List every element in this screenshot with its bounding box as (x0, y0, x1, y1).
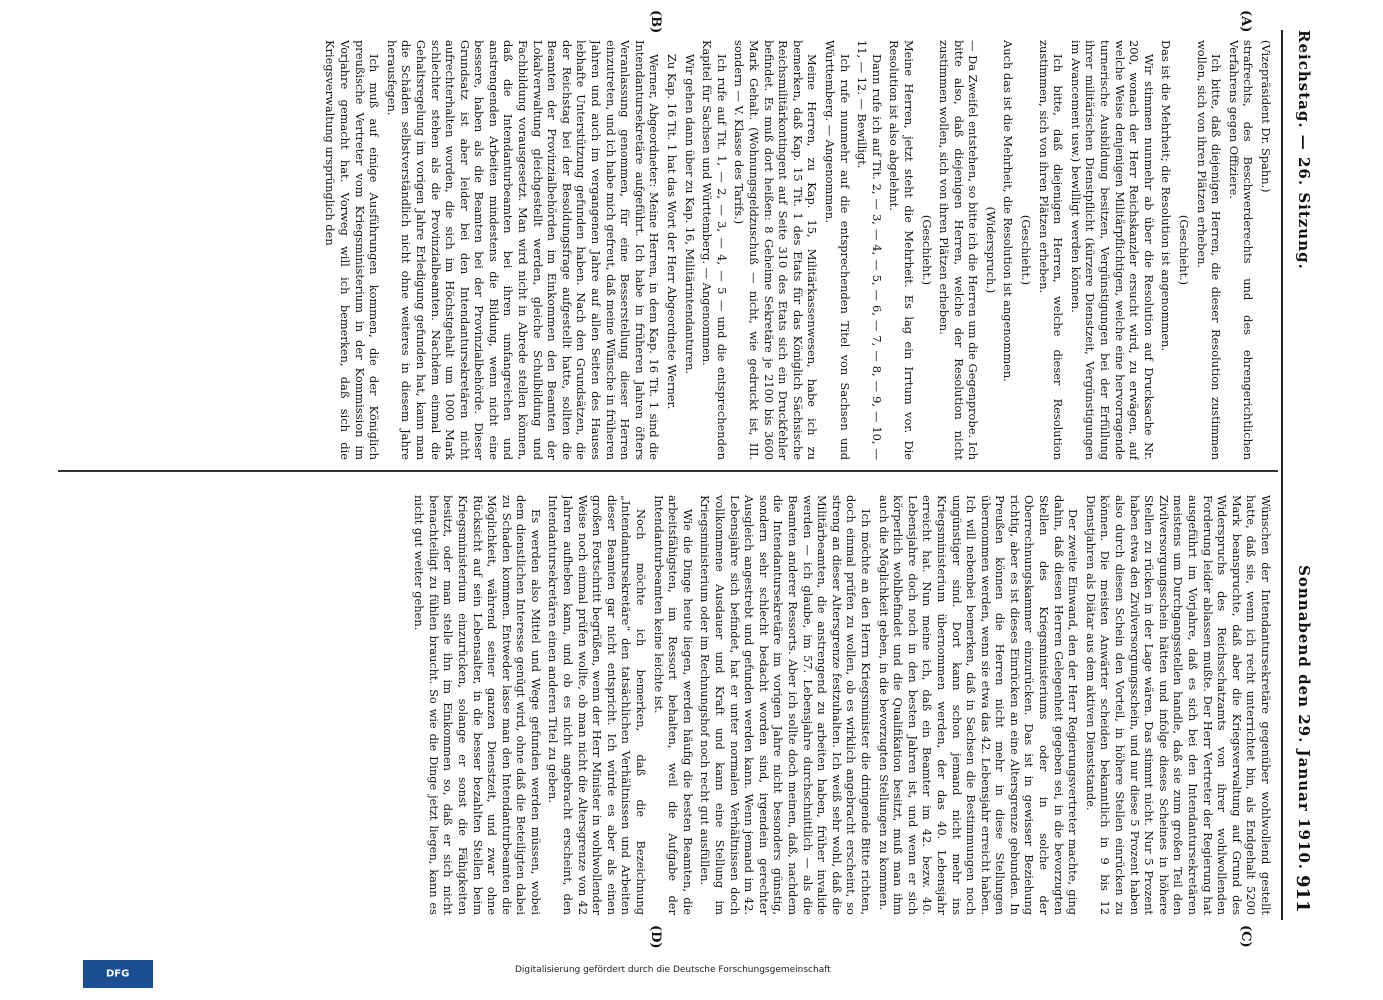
stage-direction: (Geschieht.) (919, 214, 934, 286)
paragraph: — Da Zweifel entstehen, so bitte ich die Herren um die Gegenprobe. Ich bitte also, daß diejenigen Herren, welche der Resolution nicht zustimmen wollen, sich von ihren Plätzen erheben. (937, 40, 981, 460)
paragraph: Zu Kap. 16 Tit. 1 hat das Wort der Herr Abgeordnete Werner. (665, 54, 680, 410)
stage-direction: (Widerspruch.) (983, 206, 998, 294)
paragraph: Ich bitte, daß diejenigen Herren, welche dieser Resolution zustimmen, sich von ihren Plätzen erheben. (1036, 40, 1066, 460)
page-header (1283, 30, 1323, 913)
paragraph: Ich rufe auf Tit. 1, — 2, — 3, — 4, — 5 — und die entsprechenden Kapitel für Sachsen und Württemberg. — Angenommen. (700, 40, 729, 460)
header-date: Sonnabend den 29. Januar 1910. (1295, 565, 1313, 870)
margin-marker-c: (C) (1238, 925, 1253, 948)
paragraph: Dann rufe ich auf Tit. 2, — 3, — 4, — 5, — 6, — 7, — 8, — 9, — 10, — 11, — 12. — Bewilligt. (855, 40, 884, 460)
speaker-note: (Vizepräsident Dr. Spahn.) (1259, 40, 1273, 193)
paragraph: Meine Herren, zu Kap. 15, Militärkassenwesen, habe ich zu bemerken, daß Kap. 15 Tit. 1 des Etats für das Königlich Sächsische Reichsmilitärkontingent auf Seite 310 des Etats sich ein Druckfehler befindet. Es muß dort heißen: 8 Geheime Sekretäre je 2100 bis 3600 Mark Gehalt. (Wohnungsgeldzuschuß — nicht, wie gedruckt ist, III. sondern — V. Klasse des Tarifs.) (732, 40, 820, 460)
left-column (63, 40, 1273, 460)
dfg-logo: DFG (83, 960, 153, 988)
paragraph: Der zweite Einwand, den der Herr Regierungsvertreter machte, ging dahin, daß diesen Herren Gelegenheit gegeben sei, in die bevorzugten Stellen des Kriegsministeriums oder in solche der Oberrechnungskammer einzurücken. Das ist in gewisser Beziehung richtig, aber es ist dieses Einrücken an eine Altersgrenze gebunden. In Preußen können die Herren nicht mehr in diese Stellungen übernommen werden, wenn sie etwa das 42. Lebensjahr erreicht haben. Ich will nebenbei bemerken, daß in Sachsen die Bestimmungen noch ungünstiger sind. Dort kann schon jemand nicht mehr ins Kriegsministerium übernommen werden, der das 40. Lebensjahr erreicht hat. Nun meine ich, daß ein Beamter im 42. bezw. 40. Lebensjahre doch noch in den besten Jahren ist, und wenn er sich körperlich wohlbefindet und die Qualifikation besitzt, muß man ihm auch die Möglichkeit geben, in die bevorzugten Stellungen zu kommen. (876, 495, 1081, 915)
header-rule (1281, 30, 1283, 920)
paragraph: Meine Herren, jetzt steht die Mehrheit. Es lag ein Irrtum vor. Die Resolution ist also abgelehnt. (887, 40, 916, 460)
header-session: Reichstag. — 26. Sitzung. (1295, 30, 1313, 270)
paragraph: Auch das ist die Mehrheit, die Resolution ist angenommen. (1001, 40, 1016, 382)
margin-marker-d: (D) (648, 925, 663, 949)
right-column (63, 495, 1273, 915)
digitization-note: Digitalisierung gefördert durch die Deutsche Forschungsgemeinschaft (515, 965, 831, 975)
speech-paragraph: Werner, Abgeordneter: Meine Herren, in dem Kap. 16 Tit. 1 sind die Intendantursekretäre aufgeführt. Ich habe in früheren Jahren öfters Veranlassung genommen, für eine Besserstellung dieser Herren einzutreten, und ich habe mich gefreut, daß meine Wünsche in früheren Jahren und auch im vergangenen Jahre auf allen Seiten des Hauses lebhafte Unterstützung gefunden haben. Nach den Grundsätzen, die der Reichstag bei der Besoldungsfrage aufgestellt hatte, sollten die Beamten der Provinzialbehörden im Einkommen den Beamten der Lokalverwaltung gleichgestellt werden, gleiche Schulbildung und Fachbildung vorausgesetzt. Man wird nicht in Abrede stellen können, daß die Intendanturbeamten bei ihren umfangreichen und anstrengenden Arbeiten mindestens die Bildung, wenn nicht eine bessere, haben als die Beamten bei der Provinzialbehörde. Dieser Grundsatz ist aber leider bei den Intendantursekretären nicht aufrechterhalten worden, die sich im Höchstgehalt um 1000 Mark schlechter stehen als die Provinzialbeamten. Nachdem einmal die Gehaltsregelung im vorigen Jahre Erledigung gefunden hat, kann man die Schäden selbstverständlich nicht ohne weiteres in diesem Jahre herausfegen. (384, 40, 662, 460)
paragraph: Das ist die Mehrheit; die Resolution ist angenommen. (1159, 40, 1174, 351)
paragraph: strafrechts, des Beschwerderechts und des ehrengerichtlichen Verfahrens gegen Offiziere. (1226, 40, 1256, 460)
page-number: 911 (1292, 875, 1313, 913)
paragraph: Wünschen der Intendantursekretäre gegenüber wohlwollend gestellt hatte, daß sie, wenn ich recht unterrichtet bin, als Endgehalt 5200 Mark beanspruchte, daß aber die Kriegsverwaltung auf Grund des Widerspruchs des Reichsschatzamts von ihrer wohlwollenden Forderung leider ablassen mußte. Der Herr Vertreter der Regierung hat ausgeführt im Vorjahre, daß es sich bei den Intendantursekretären meistens um Durchgangsstellen handle, daß sie zum großen Teil den Zivilversorgungsschein hätten und infolge dieses Scheines in höhere Stellen zu rücken in der Lage wären. Das stimmt nicht. Nur 5 Prozent haben etwa den Zivilversorgungsschein, und nur diese 5 Prozent haben also durch diesen Schein den Vorteil, in höhere Stellen einrücken zu können. Die meisten Anwärter scheiden bekanntlich in 9 bis 12 Dienstjahren als Diätar aus dem aktiven Dienststande. (1083, 495, 1273, 915)
paragraph: Ich möchte an den Herrn Kriegsminister die dringende Bitte richten, doch einmal prüfen zu wollen, ob es wirklich angebracht erscheint, so streng an dieser Altersgrenze festzuhalten. Ich weiß sehr wohl, daß die Militärbeamten, die anstrengend zu arbeiten haben, früher invalide werden — ich glaube, im 57. Lebensjahre durchschnittlich — als die Beamten anderer Ressorts. Aber ich sollte doch meinen, daß, nachdem die Intendantursekretäre im vorigen Jahre nicht besonders günstig, sondern sehr schlecht bedacht worden sind, irgendein gerechter Ausgleich angestrebt und gefunden werden kann. Wenn jemand im 42. Lebensjahre sich befindet, hat er unter normalen Verhältnissen doch vollkommene Ausdauer und Kraft und kann eine Stellung im Kriegsministerium oder im Rechnungshof noch recht gut ausfüllen. (698, 495, 873, 915)
paragraph: Wie die Dinge heute liegen, werden häufig die besten Beamten, die arbeitsfähigsten, im Ressort behalten, weil die Aufgabe der Intendanturbeamten keine leichte ist. (651, 495, 695, 915)
column-rule (58, 470, 1278, 472)
paragraph: Ich muß auf einige Ausführungen kommen, die der Königlich preußische Vertreter vom Kriegsministerium in der Kommission im Vorjahre gemacht hat. Vorweg will ich bemerken, daß sich die Kriegsverwaltung ursprünglich den (323, 40, 382, 460)
margin-marker-a: (A) (1238, 10, 1253, 33)
paragraph: Wir gehen dann über zu Kap. 16, Militärintendanturen. (682, 54, 697, 375)
paragraph: Wir stimmen nunmehr ab über die Resolution auf Drucksache Nr. 200, wonach der Herr Reichskanzler ersucht wird, zu erwägen, auf welche Weise denjenigen Militärpflichtigen, welche eine hervorragende turnerische Ausbildung besitzen, Vergünstigungen bei der Erfüllung ihrer militärischen Dienstpflicht (kürzere Dienstzeit, Vergünstigungen im Avancement usw.) bewilligt werden können. (1068, 40, 1156, 460)
stage-direction: (Geschieht.) (1019, 214, 1034, 286)
stage-direction: (Geschieht.) (1177, 214, 1192, 286)
paragraph: Ich bitte, daß diejenigen Herren, die dieser Resolution zustimmen wollen, sich von ihren Plätzen erheben. (1194, 40, 1224, 460)
paragraph: Ich rufe nunmehr auf die entsprechenden Titel von Sachsen und Württemberg. — Angenommen. (822, 40, 852, 460)
margin-marker-b: (B) (648, 10, 663, 34)
paragraph: Noch möchte ich bemerken, daß die Bezeichnung „Intendantursekretäre“ den tatsächlichen Verhältnissen und Arbeiten dieser Beamten gar nicht entspricht. Ich würde es aber als einen großen Fortschritt begrüßen, wenn der Herr Minister in wohlwollender Weise noch einmal prüfen wollte, ob man nicht die Altersgrenze von 42 Jahren aufheben kann, und ob es nicht angebracht erscheint, den Intendantursekretären einen anderen Titel zu geben. (546, 495, 649, 915)
paragraph: Es werden also Mittel und Wege gefunden werden müssen, wobei dem dienstlichen Interesse genügt wird, ohne daß die Beteiligten dabei zu Schaden kommen. Entweder lasse man den Intendanturbeamten die Möglichkeit, während seiner ganzen Dienstzeit, und zwar ohne Rücksicht auf sein Lebensalter, in die besser bezahlten Stellen beim Kriegsministerium einzurücken, solange er sonst die Fähigkeiten besitzt, oder man stelle ihn im Einkommen so, daß er sich nicht benachteiligt zu fühlen braucht. So wie die Dinge jetzt liegen, kann es nicht gut weiter gehen. (412, 495, 543, 915)
